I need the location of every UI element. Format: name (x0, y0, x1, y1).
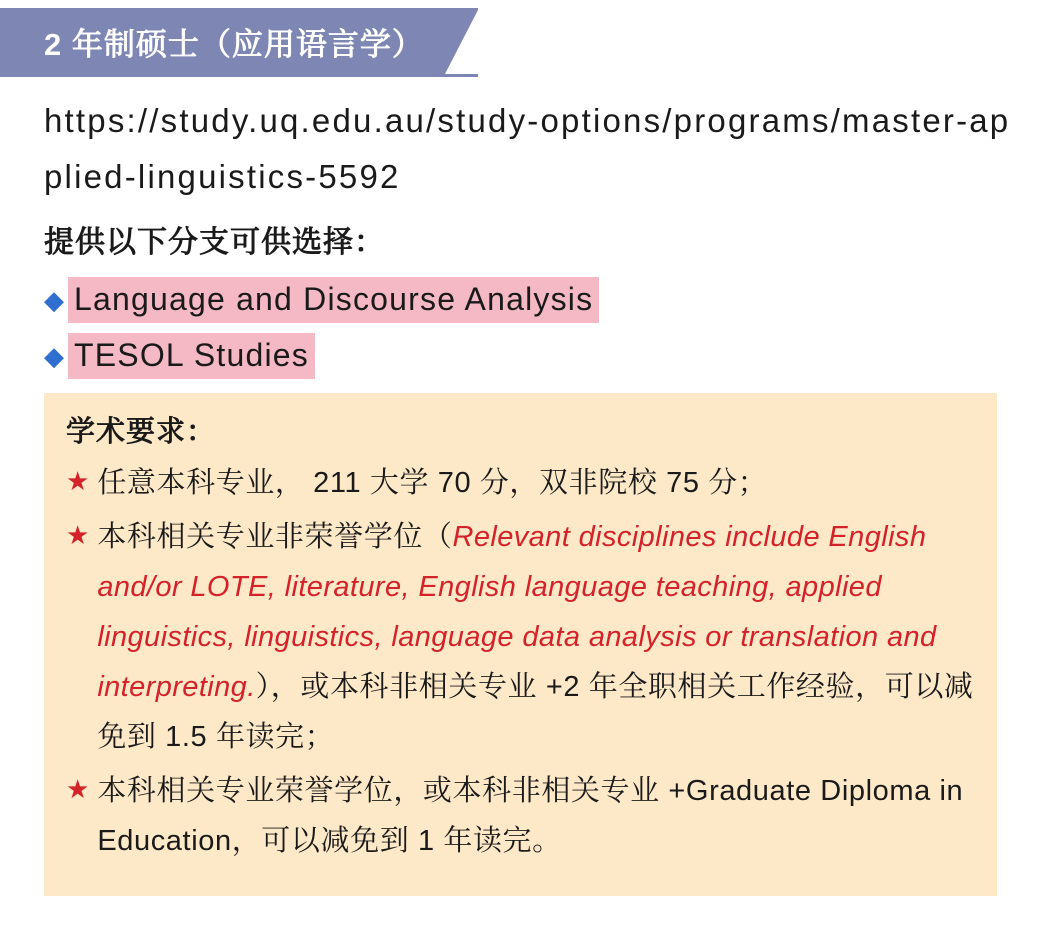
requirement-text (97, 512, 975, 762)
star-icon: ★ (66, 466, 90, 496)
list-item (44, 277, 1023, 323)
requirement-lead: 本科相关专业荣誉学位，或本科非相关专业 +Graduate Diploma in Education，可以减免到 1 年读完。 (97, 775, 964, 857)
requirement-italic-note: Relevant disciplines include English and/or LOTE, literature, English language teaching, applied linguistics, linguistics, language data analysis or translation and interpreting. (97, 521, 937, 703)
list-item (44, 333, 1023, 379)
star-icon: ★ (66, 520, 90, 550)
diamond-icon: ◆ (44, 285, 64, 315)
requirement-text (97, 458, 767, 508)
list-item (66, 766, 975, 866)
document-content (0, 93, 1063, 896)
branches-subheading: 提供以下分支可供选择： (44, 226, 385, 259)
branch-label: Language and Discourse Analysis (68, 277, 599, 323)
star-icon: ★ (66, 774, 90, 804)
requirement-text (97, 766, 975, 866)
branch-label: TESOL Studies (68, 333, 315, 379)
list-item (66, 512, 975, 762)
requirement-lead: 本科相关专业非荣誉学位（ (97, 521, 453, 553)
program-url[interactable]: https://study.uq.edu.au/study-options/programs/master-applied-linguistics-5592 (44, 102, 1011, 195)
requirements-title: 学术要求： (66, 416, 217, 448)
page-title-banner (0, 8, 478, 77)
branch-list (44, 277, 1023, 379)
diamond-icon: ◆ (44, 341, 64, 371)
list-item (66, 458, 975, 508)
requirement-tail: ），或本科非相关专业 +2 年全职相关工作经验，可以减免到 1.5 年读完； (97, 671, 974, 753)
page-title: 2 年制硕士（应用语言学） (44, 27, 424, 62)
requirement-lead: 任意本科专业， 211 大学 70 分，双非院校 75 分； (97, 467, 768, 499)
academic-requirements-box (44, 393, 997, 896)
